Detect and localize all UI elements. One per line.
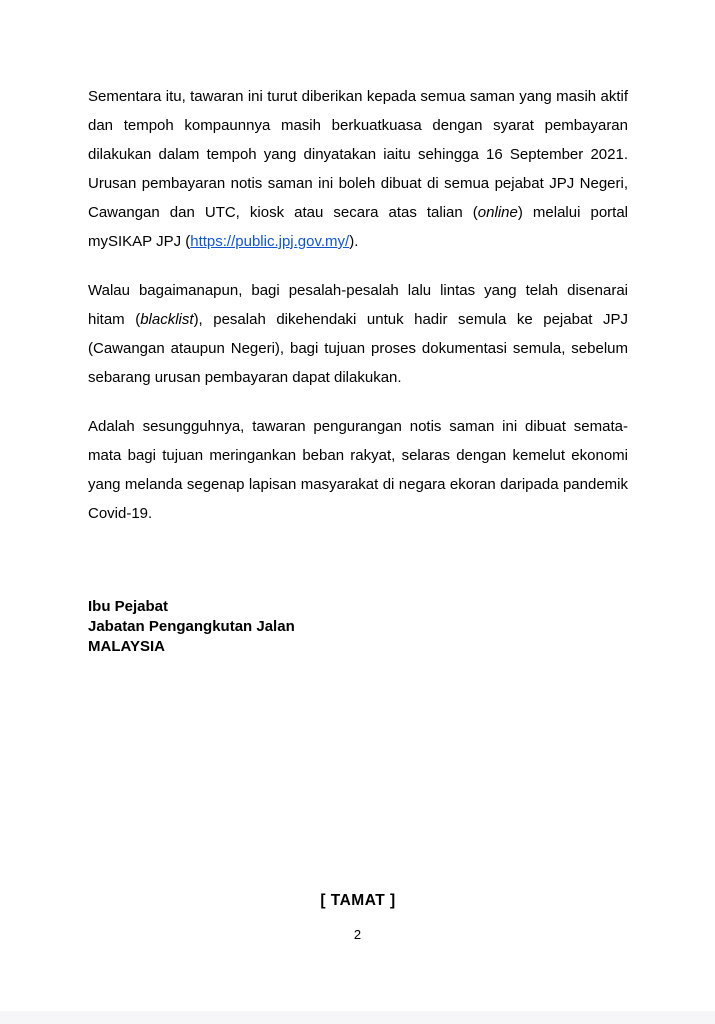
text-run: Adalah sesungguhnya, tawaran pengurangan notis saman ini dibuat semata-mata bagi tujuan meringankan beban rakyat, selaras dengan kemelut ekonomi yang melanda segenap lapisan masyarakat di negara ekoran daripada pandemik Covid-19. [88, 418, 628, 522]
italic-text-run: blacklist [140, 311, 194, 328]
signature-country: MALAYSIA [88, 638, 165, 655]
paragraph-blacklist-notice [88, 276, 628, 392]
signature-block [88, 597, 628, 657]
end-marker: [ TAMAT ] [320, 892, 396, 909]
text-run: Sementara itu, tawaran ini turut diberikan kepada semua saman yang masih aktif dan tempoh kompaunnya masih berkuatkuasa dengan syarat pembayaran dilakukan dalam tempoh yang dinyatakan iaitu sehingga 16 September 2021. Urusan pembayaran notis saman ini boleh dibuat di semua pejabat JPJ Negeri, Cawangan dan UTC, kiosk atau secara atas talian ( [88, 88, 628, 221]
page-bottom-edge [0, 1011, 715, 1024]
italic-text-run: online [477, 204, 518, 221]
document-body [88, 82, 628, 548]
text-run: ), pesalah dikehendaki untuk hadir semula ke pejabat JPJ (Cawangan ataupun Negeri), bagi tujuan proses dokumentasi semula, sebelum sebarang urusan pembayaran dapat dilakukan. [88, 311, 628, 386]
text-run: Walau bagaimanapun, bagi pesalah-pesalah lalu lintas yang telah disenarai hitam ( [88, 282, 628, 328]
signature-office: Ibu Pejabat [88, 598, 169, 615]
signature-department: Jabatan Pengangkutan Jalan [88, 618, 295, 635]
text-run: ). [349, 233, 359, 250]
mysikap-portal-link[interactable]: https://public.jpj.gov.my/ [190, 233, 350, 250]
page-number: 2 [353, 927, 362, 942]
text-run: ) melalui portal mySIKAP JPJ ( [88, 204, 628, 250]
paragraph-payment-offer [88, 82, 628, 256]
paragraph-purpose [88, 412, 628, 528]
